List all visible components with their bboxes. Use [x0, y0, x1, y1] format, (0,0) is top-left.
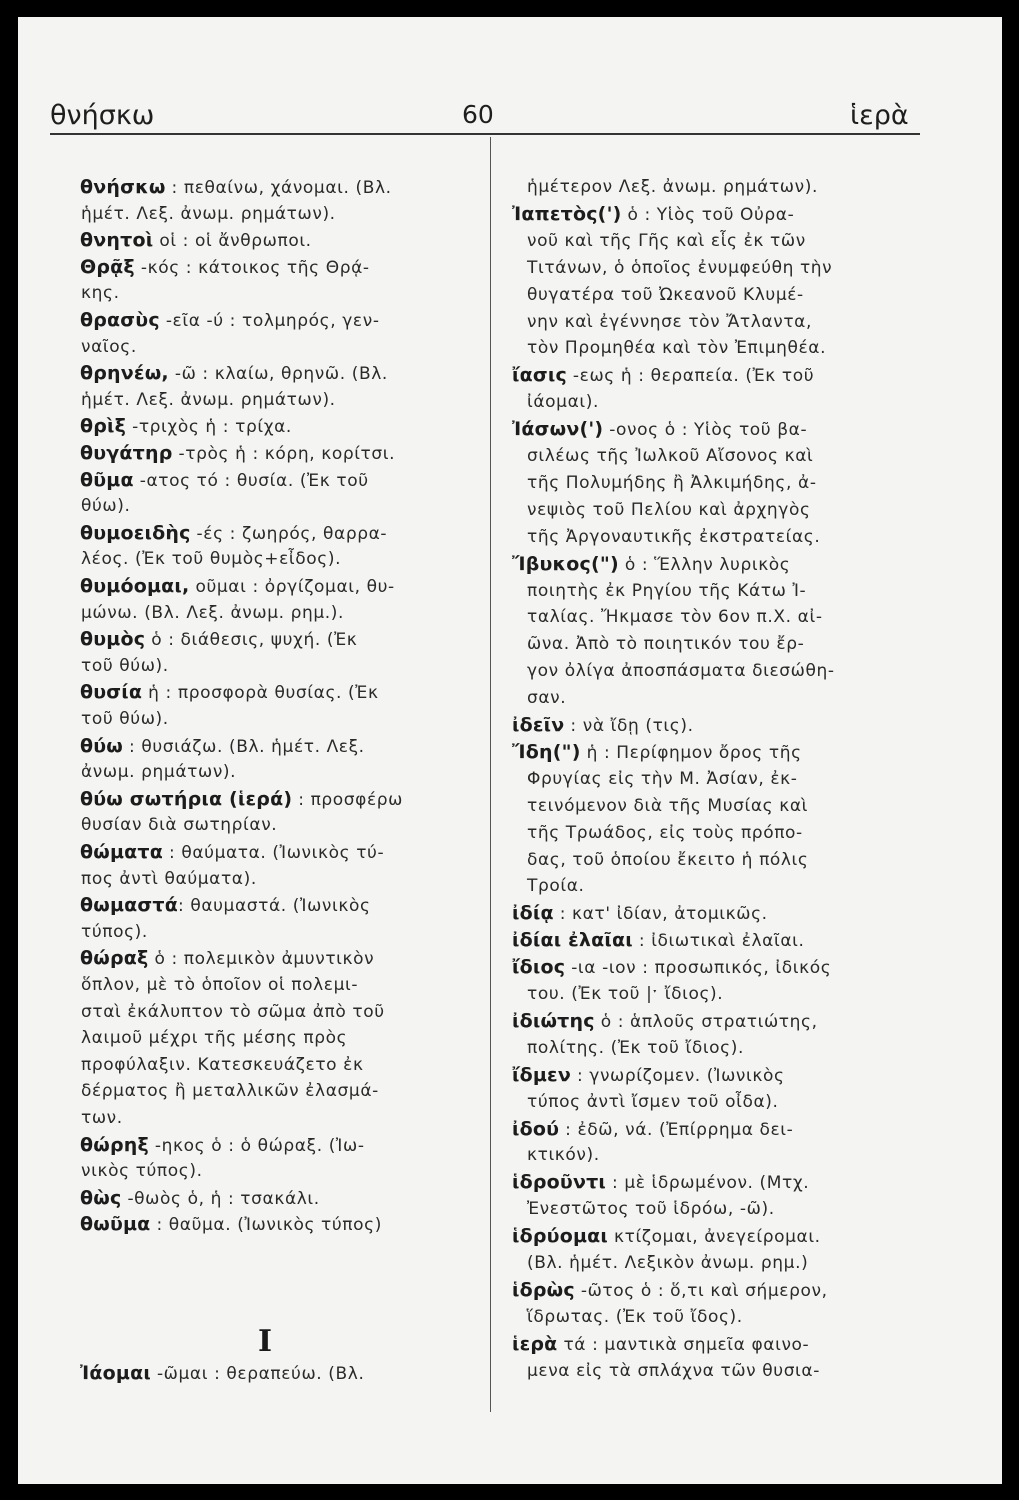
dictionary-entry-line [527, 499, 811, 521]
definition-text: : ἰδιωτικαὶ ἐλαῖαι. [632, 931, 805, 952]
definition-text: λαιμοῦ μέχρι τῆς μέσης πρὸς [81, 1028, 348, 1049]
dictionary-entry-line [512, 741, 802, 764]
headword: θνήσκω [80, 176, 166, 198]
definition-text: τῆς Πολυμήδης ἢ Ἀλκιμήδης, ἀ- [527, 472, 817, 493]
dictionary-entry-line [80, 1134, 365, 1157]
definition-text: λέος. (Ἐκ τοῦ θυμὸς+εἶδος). [81, 549, 342, 570]
definition-text: των. [81, 1108, 123, 1128]
dictionary-entry-line [81, 1054, 364, 1076]
dictionary-entry-line [527, 526, 820, 548]
definition-text: ῶνα. Ἀπὸ τὸ ποιητικόν του ἔρ- [527, 634, 805, 655]
definition-text: τύπος ἀντὶ ἴσμεν τοῦ οἶδα). [527, 1091, 779, 1112]
definition-text: ναῖος. [81, 336, 137, 357]
dictionary-entry-line [527, 795, 808, 817]
headword: θύω σωτήρια (ἱερά) [80, 787, 293, 810]
definition-text: πος ἀντὶ θαύματα). [81, 868, 257, 889]
headword: θυμόομαι, [80, 575, 190, 597]
definition-text: : πεθαίνω, χάνομαι. (Βλ. [165, 178, 392, 198]
header-right-word: ἱερὰ [850, 100, 909, 131]
dictionary-entry-line [527, 822, 803, 844]
definition-text: νικὸς τύπος). [81, 1161, 203, 1182]
definition-text: : κατ' ἰδίαν, ἀτομικῶς. [553, 904, 768, 925]
dictionary-entry-line [527, 1198, 775, 1220]
headword: θρηνέω, [80, 362, 169, 385]
headword: θωμαστά [80, 894, 178, 917]
definition-text: : γνωρίζομεν. (Ἰωνικὸς [570, 1065, 785, 1086]
headword: ἱερὰ [512, 1332, 558, 1355]
definition-text: τύπος). [81, 921, 148, 942]
headword: θύω [80, 734, 123, 757]
column-divider [490, 137, 491, 710]
dictionary-entry-line [512, 1064, 785, 1087]
dictionary-entry-line [527, 1252, 808, 1274]
dictionary-entry-line [527, 983, 723, 1005]
dictionary-entry-line [80, 841, 384, 864]
dictionary-entry-line [527, 1144, 600, 1166]
dictionary-entry-line [527, 472, 817, 494]
dictionary-entry-line [80, 176, 392, 199]
definition-text: τῆς Ἀργοναυτικῆς ἐκστρατείας. [527, 526, 821, 547]
definition-text: : θαυμαστά. (Ἰωνικὸς [177, 896, 371, 917]
dictionary-entry-line [81, 868, 257, 890]
definition-text: : μὲ ἱδρωμένον. (Μτχ. [606, 1173, 810, 1194]
definition-text: (Βλ. ἡμέτ. Λεξικὸν ἀνωμ. ρημ.) [527, 1253, 809, 1273]
headword: ἴασις [512, 364, 567, 387]
definition-text: Φρυγίας εἰς τὴν Μ. Ἀσίαν, ἐκ- [527, 768, 798, 789]
dictionary-entry-line [80, 522, 387, 545]
definition-text: -ηκος ὁ : ὁ θώραξ. (Ἰω- [148, 1135, 365, 1156]
headword: Θρᾷξ [80, 255, 135, 278]
dictionary-entry-line [512, 1171, 809, 1194]
definition-text: μώνω. (Βλ. Λεξ. ἀνωμ. ρημ.). [81, 602, 345, 623]
dictionary-entry-line [527, 687, 566, 709]
headword: θνητοὶ [80, 229, 154, 252]
definition-text: τῆς Τρωάδος, εἰς τοὺς πρόπο- [527, 822, 803, 843]
definition-text: -ῶτος ὁ : ὅ,τι καὶ σήμερον, [574, 1280, 828, 1301]
definition-text: μενα εἰς τὰ σπλάχνα τῶν θυσια- [527, 1360, 820, 1381]
definition-text: του. (Ἐκ τοῦ |ˑ ἴδιος). [527, 984, 724, 1004]
definition-text: ἡμέτ. Λεξ. ἀνωμ. ρημάτων). [81, 389, 336, 410]
definition-text: ταλίας. Ἤκμασε τὸν 6ον π.Χ. αἰ- [527, 607, 823, 628]
definition-text: πολίτης. (Ἐκ τοῦ ἴδιος). [527, 1037, 744, 1058]
dictionary-entry-line [81, 495, 131, 517]
headword: θυμὸς [80, 628, 146, 651]
dictionary-entry-line [81, 1001, 385, 1023]
definition-text: -εως ἡ : θεραπεία. (Ἐκ τοῦ [566, 366, 815, 387]
dictionary-entry-line [527, 1306, 743, 1328]
definition-text: Τροία. [527, 876, 585, 897]
header-rule [50, 133, 920, 135]
definition-text: Τιτάνων, ὁ ὁποῖος ἐνυμφεύθη τὴν [527, 257, 833, 278]
definition-text: -ές : ζωηρός, θαρρα- [190, 523, 388, 544]
definition-text: τεινόμενον διὰ τῆς Μυσίας καὶ [527, 795, 809, 816]
headword: Ἰάσων(') [512, 418, 604, 441]
definition-text: τοῦ θύω). [81, 655, 169, 676]
definition-text: γον ὀλίγα ἀποσπάσματα διεσώθη- [527, 661, 835, 682]
headword: θῦμα [80, 468, 134, 491]
dictionary-entry-line [512, 714, 694, 737]
dictionary-entry-line [527, 606, 823, 628]
definition-text: σαν. [527, 688, 567, 709]
definition-text: : θυσιάζω. (Βλ. ἡμέτ. Λεξ. [123, 736, 365, 757]
definition-text: σταὶ ἐκάλυπτον τὸ σῶμα ἀπὸ τοῦ [81, 1001, 385, 1022]
dictionary-entry-line [80, 1213, 382, 1236]
dictionary-entry-line [512, 956, 831, 979]
headword: ἱδροῦντι [512, 1171, 607, 1194]
dictionary-entry-line [512, 929, 804, 952]
dictionary-entry-line [81, 336, 137, 358]
definition-text: ἀνωμ. ρημάτων). [81, 762, 237, 783]
definition-text: οἱ : οἱ ἄνθρωποι. [153, 231, 312, 252]
definition-text: : θαῦμα. (Ἰωνικὸς τύπος) [150, 1215, 382, 1236]
definition-text: ποιητὴς ἐκ Ρηγίου τῆς Κάτω Ἰ- [527, 580, 807, 601]
definition-text: : νὰ ἴδῃ (τις). [564, 716, 694, 736]
dictionary-entry-line [80, 442, 395, 465]
dictionary-entry-line [527, 284, 804, 306]
dictionary-entry-line [527, 445, 813, 467]
headword: θρασὺς [80, 309, 160, 331]
dictionary-entry-line [527, 230, 806, 252]
definition-text: -εῖα -ύ : τολμηρός, γεν- [159, 311, 380, 331]
dictionary-entry-line [81, 1027, 347, 1049]
definition-text: προφύλαξιν. Κατεσκευάζετο ἐκ [81, 1054, 364, 1075]
headword: ἱδρὼς [512, 1278, 575, 1301]
dictionary-entry-line [527, 1360, 820, 1382]
dictionary-entry-line [512, 1333, 809, 1356]
headword: θώματα [80, 841, 163, 863]
headword: θώρηξ [80, 1133, 149, 1156]
dictionary-entry-line [527, 1037, 744, 1059]
definition-text: -κός : κάτοικος τῆς Θρᾴ- [134, 257, 370, 278]
definition-text: -ατος τό : θυσία. (Ἐκ τοῦ [133, 470, 369, 491]
dictionary-entry-line [80, 681, 379, 704]
dictionary-entry-line [527, 311, 812, 333]
headword: Ἰαπετὸς(') [512, 202, 622, 225]
dictionary-entry-line [80, 415, 292, 438]
dictionary-entry-line [512, 203, 794, 226]
dictionary-entry-line [527, 176, 818, 198]
definition-text: θυσίαν διὰ σωτηρίαν. [81, 815, 278, 836]
definition-text: θύω). [81, 496, 131, 517]
dictionary-entry-line [527, 768, 798, 790]
headword: ἰδού [512, 1117, 560, 1140]
definition-text: ἵδρωτας. (Ἐκ τοῦ ἴδος). [527, 1306, 743, 1327]
definition-text: Ἐνεστῶτος τοῦ ἱδρόω, -ῶ). [527, 1199, 775, 1220]
headword: ἰδιώτης [512, 1009, 595, 1032]
headword: Ἰάομαι [80, 1362, 151, 1384]
dictionary-entry-line [80, 628, 357, 651]
definition-text: θυγατέρα τοῦ Ὠκεανοῦ Κλυμέ- [527, 284, 804, 305]
dictionary-entry-line [80, 362, 388, 385]
definition-text: οῦμαι : ὀργίζομαι, θυ- [189, 577, 395, 597]
dictionary-entry-line [81, 548, 341, 570]
definition-text: δέρματος ἢ μεταλλικῶν ἐλασμά- [81, 1081, 379, 1102]
headword: θωῦμα [80, 1213, 151, 1236]
dictionary-entry-line [512, 1010, 818, 1033]
dictionary-entry-line [80, 309, 380, 332]
dictionary-entry-line [81, 655, 169, 677]
definition-text: : προσφέρω [292, 789, 404, 810]
definition-text: νην καὶ ἐγέννησε τὸν Ἄτλαντα, [527, 311, 812, 332]
definition-text: ἡμέτερον Λεξ. ἀνωμ. ρημάτων). [527, 177, 818, 197]
dictionary-entry-line [81, 974, 358, 996]
dictionary-entry-line [81, 1080, 379, 1102]
dictionary-entry-line [80, 469, 369, 492]
dictionary-entry-line [512, 418, 807, 441]
definition-text: -θωὸς ὁ, ἡ : τσακάλι. [121, 1188, 320, 1209]
dictionary-entry-line [512, 553, 790, 576]
definition-text: ὁ : Ἕλλην λυρικὸς [618, 554, 791, 575]
dictionary-entry-line [527, 391, 599, 413]
dictionary-entry-line [512, 902, 768, 925]
headword: ἱδρύομαι [512, 1225, 608, 1248]
headword: ἴδιος [512, 956, 566, 979]
dictionary-entry-line [80, 1362, 364, 1385]
definition-text: δας, τοῦ ὁποίου ἔκειτο ἡ πόλις [527, 849, 809, 870]
definition-text: τά : μαντικὰ σημεῖα φαινο- [557, 1334, 810, 1355]
definition-text: ἡ : Περίφημον ὄρος τῆς [580, 742, 802, 763]
dictionary-entry-line [81, 814, 277, 836]
dictionary-entry-line [81, 761, 236, 783]
section-letter: Ι [258, 1324, 273, 1359]
dictionary-entry-line [527, 337, 826, 359]
definition-text: ὁ : ἁπλοῦς στρατιώτης, [594, 1011, 818, 1032]
dictionary-entry-line [80, 947, 374, 970]
definition-text: νοῦ καὶ τῆς Γῆς καὶ εἷς ἐκ τῶν [527, 230, 806, 251]
dictionary-entry-line [527, 257, 832, 279]
dictionary-entry-line [81, 282, 120, 304]
headword: θρὶξ [80, 415, 127, 438]
headword: ἰδίαι ἐλαῖαι [512, 929, 633, 952]
dictionary-entry-line [527, 849, 809, 871]
definition-text: ὁ : Υἱὸς τοῦ Οὐρα- [621, 204, 795, 225]
definition-text: -τρὸς ἡ : κόρη, κορίτσι. [172, 444, 396, 464]
header-left-word: θνήσκω [50, 100, 155, 131]
dictionary-entry-line [512, 1118, 793, 1141]
headword: Ἴδη(") [512, 740, 581, 763]
dictionary-entry-line [81, 708, 169, 730]
headword: ἴδμεν [512, 1063, 571, 1086]
definition-text: κτίζομαι, ἀνεγείρομαι. [607, 1227, 821, 1248]
headword: ἰδίᾳ [512, 902, 554, 925]
headword: Ἴβυκος(") [512, 552, 619, 575]
definition-text: ὁ : πολεμικὸν ἀμυντικὸν [148, 949, 375, 970]
headword: θυσία [80, 681, 143, 704]
definition-text: κτικόν). [527, 1145, 600, 1166]
definition-text: τοῦ θύω). [81, 709, 169, 729]
headword: θυμοειδὴς [80, 521, 191, 544]
dictionary-entry-line [527, 580, 806, 602]
dictionary-entry-line [527, 875, 585, 897]
definition-text: ἡμέτ. Λεξ. ἀνωμ. ρημάτων). [81, 203, 336, 224]
dictionary-entry-line [80, 1187, 320, 1210]
definition-text: νεψιὸς τοῦ Πελίου καὶ ἀρχηγὸς [527, 499, 811, 520]
definition-text: κης. [81, 283, 120, 304]
dictionary-entry-line [81, 921, 148, 943]
headword: θώραξ [80, 947, 149, 970]
dictionary-entry-line [512, 1225, 821, 1248]
dictionary-entry-line [527, 633, 804, 655]
definition-text: -ῶμαι : θεραπεύω. (Βλ. [150, 1364, 365, 1384]
dictionary-entry-line [80, 229, 312, 252]
headword: θυγάτηρ [80, 442, 173, 464]
definition-text: -τριχὸς ἡ : τρίχα. [126, 417, 292, 438]
definition-text: -ῶ : κλαίω, θρηνῶ. (Βλ. [168, 364, 388, 385]
definition-text: -ονος ὁ : Υἱὸς τοῦ βα- [603, 420, 808, 441]
dictionary-entry-line [81, 602, 344, 624]
headword: θὼς [80, 1186, 122, 1209]
definition-text: ὁ : διάθεσις, ψυχή. (Ἐκ [145, 630, 358, 651]
definition-text: ἡ : προσφορὰ θυσίας. (Ἐκ [142, 683, 379, 704]
definition-text: τὸν Προμηθέα καὶ τὸν Ἐπιμηθέα. [527, 338, 827, 359]
definition-text: ἰάομαι). [527, 392, 599, 413]
dictionary-entry-line [80, 788, 403, 811]
headword: ἰδεῖν [512, 714, 565, 736]
dictionary-entry-line [81, 1107, 123, 1129]
dictionary-entry-line [80, 894, 371, 917]
definition-text: σιλέως τῆς Ἰωλκοῦ Αἴσονος καὶ [527, 446, 814, 466]
dictionary-entry-line [80, 256, 370, 279]
dictionary-entry-line [512, 1279, 828, 1302]
dictionary-entry-line [80, 575, 395, 598]
dictionary-entry-line [527, 1091, 779, 1113]
dictionary-entry-line [512, 364, 814, 387]
definition-text: : ἐδῶ, νά. (Ἐπίρρημα δει- [559, 1119, 794, 1140]
dictionary-entry-line [527, 660, 835, 682]
dictionary-entry-line [81, 389, 336, 411]
page-number: 60 [462, 100, 494, 129]
dictionary-entry-line [81, 1160, 203, 1182]
dictionary-entry-line [80, 735, 365, 758]
definition-text: ὅπλον, μὲ τὸ ὁποῖον οἱ πολεμι- [81, 975, 359, 995]
dictionary-entry-line [81, 203, 336, 225]
definition-text: -ια -ιον : προσωπικός, ἰδικός [565, 958, 832, 979]
column-divider-lower [490, 710, 491, 1412]
definition-text: : θαύματα. (Ἰωνικὸς τύ- [162, 843, 385, 863]
